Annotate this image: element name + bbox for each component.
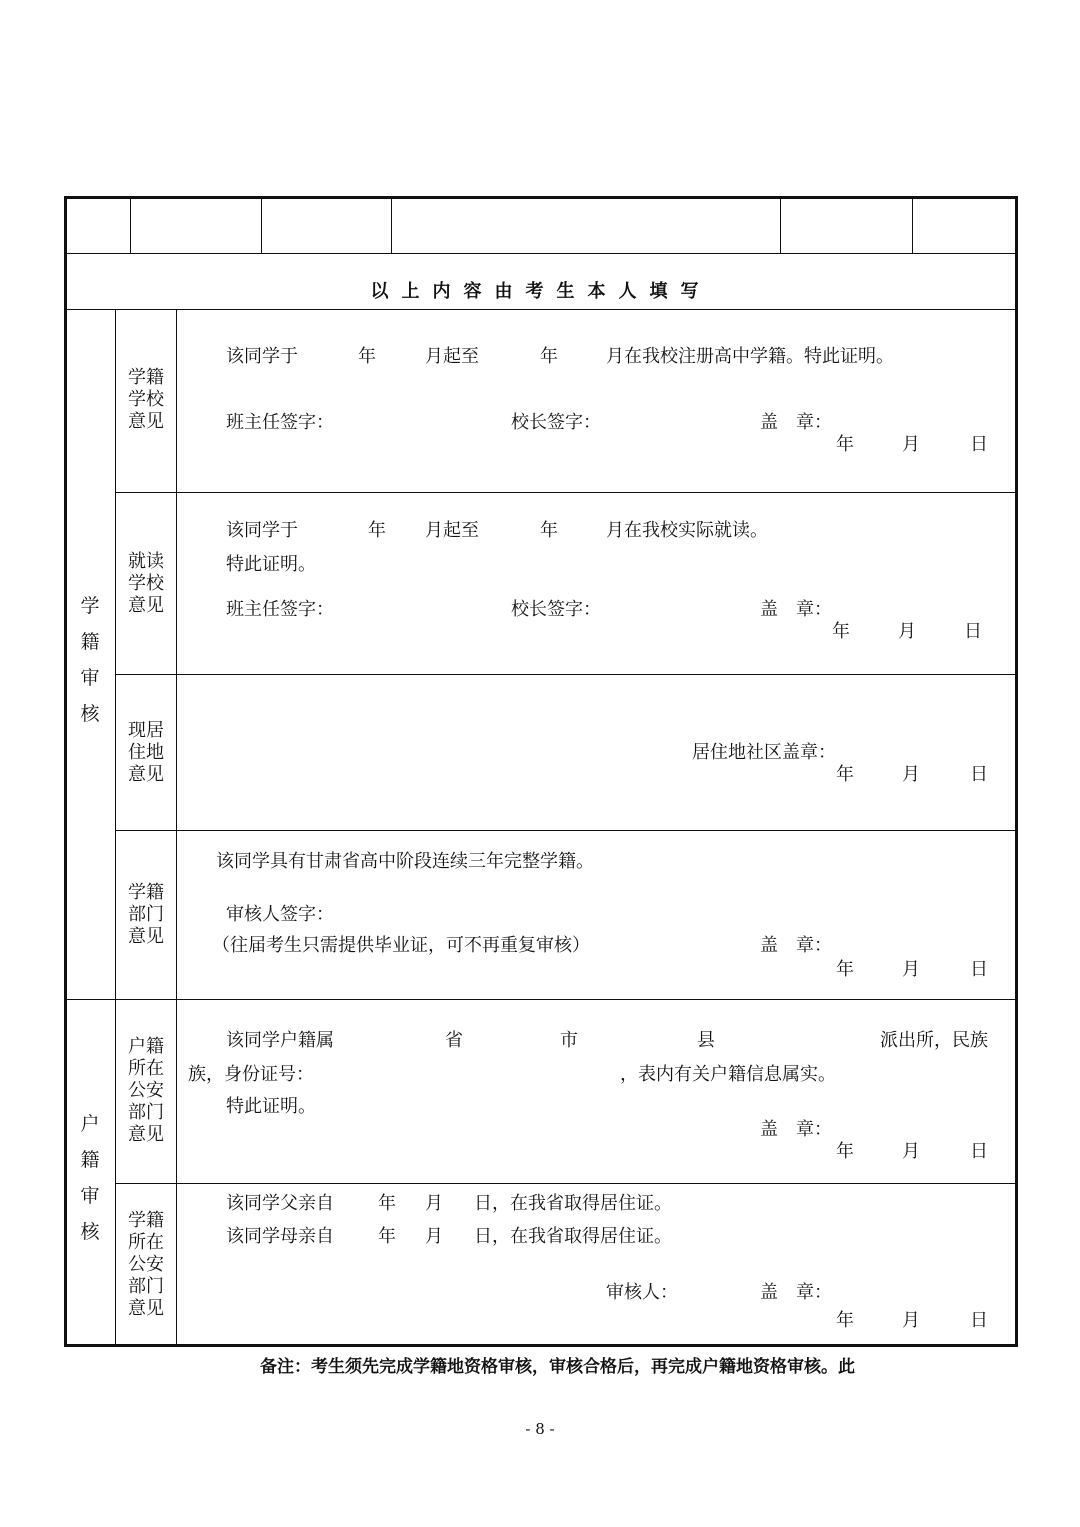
- hukou-province: 省: [445, 1030, 463, 1051]
- date-month: 月: [898, 621, 916, 642]
- date-year: 年: [836, 1310, 854, 1331]
- date-year: 年: [836, 959, 854, 980]
- seal-label: 盖 章：: [760, 1119, 832, 1140]
- group-char: 户: [80, 1113, 100, 1135]
- date-day: 日: [970, 959, 988, 980]
- group-char: 籍: [80, 1149, 100, 1171]
- group-char: 审: [80, 667, 100, 689]
- father-year: 年: [378, 1193, 396, 1214]
- reviewer-sign-label: 审核人签字：: [226, 904, 334, 925]
- date-day: 日: [970, 1310, 988, 1331]
- mother-text-start: 该同学母亲自: [226, 1226, 334, 1247]
- father-text-start: 该同学父亲自: [226, 1193, 334, 1214]
- study-year-2: 年: [540, 520, 558, 541]
- community-seal-label: 居住地社区盖章：: [692, 742, 836, 763]
- reg-text-start: 该同学于: [226, 346, 298, 367]
- top-row-divider: [780, 196, 781, 253]
- hukou-id-label: 族，身份证号：: [188, 1064, 314, 1085]
- footnote: 备注：考生须先完成学籍地资格审核，审核合格后，再完成户籍地资格审核。此: [260, 1357, 855, 1377]
- hukou-text-start: 该同学户籍属: [226, 1030, 334, 1051]
- group-label-huji: [75, 1106, 105, 1250]
- dept-note: （往届考生只需提供毕业证，可不再重复审核）: [212, 935, 590, 956]
- group-line: [64, 999, 1018, 1000]
- label-column-line: [176, 309, 177, 1347]
- top-row-divider: [130, 196, 131, 253]
- date-year: 年: [832, 621, 850, 642]
- principal-sign-label: 校长签字：: [511, 599, 601, 620]
- hukou-station: 派出所，民族: [880, 1030, 988, 1051]
- teacher-sign-label: 班主任签字：: [226, 412, 334, 433]
- section-label-school-reg: 学籍 学校 意见: [128, 367, 164, 432]
- date-year: 年: [836, 764, 854, 785]
- section-label-dept: 学籍 部门 意见: [128, 882, 164, 947]
- reg-month-from: 月起至: [425, 346, 479, 367]
- group-char: 籍: [80, 631, 100, 653]
- section-label-residence: 现居 住地 意见: [128, 720, 164, 785]
- seal-label: 盖 章：: [760, 935, 832, 956]
- seal-label: 盖 章：: [760, 1282, 832, 1303]
- date-month: 月: [902, 764, 920, 785]
- section-label-police-school: 学籍 所在 公安 部门 意见: [128, 1210, 164, 1319]
- section-line: [115, 1183, 1018, 1184]
- group-column-line: [115, 309, 116, 1347]
- reg-year-1: 年: [358, 346, 376, 367]
- group-char: 核: [80, 703, 100, 725]
- study-year-1: 年: [368, 520, 386, 541]
- heading: 以上内容由考生本人填写: [370, 281, 712, 302]
- hukou-certify: 特此证明。: [226, 1096, 316, 1117]
- date-day: 日: [964, 621, 982, 642]
- top-row-divider: [261, 196, 262, 253]
- reg-year-2: 年: [540, 346, 558, 367]
- father-text-end: 日，在我省取得居住证。: [474, 1193, 672, 1214]
- group-label-xueji: [75, 588, 105, 732]
- teacher-sign-label: 班主任签字：: [226, 599, 334, 620]
- group-char: 审: [80, 1185, 100, 1207]
- mother-month: 月: [425, 1226, 443, 1247]
- mother-year: 年: [378, 1226, 396, 1247]
- hukou-county: 县: [697, 1030, 715, 1051]
- dept-statement: 该同学具有甘肃省高中阶段连续三年完整学籍。: [216, 851, 594, 872]
- page-number: - 8 -: [525, 1420, 555, 1438]
- principal-sign-label: 校长签字：: [511, 412, 601, 433]
- top-row-divider: [391, 196, 392, 253]
- date-day: 日: [970, 764, 988, 785]
- study-text-start: 该同学于: [226, 520, 298, 541]
- date-day: 日: [970, 1141, 988, 1162]
- date-day: 日: [970, 434, 988, 455]
- seal-label: 盖 章：: [760, 599, 832, 620]
- reviewer-label: 审核人：: [606, 1282, 678, 1303]
- date-month: 月: [902, 1141, 920, 1162]
- section-line: [115, 674, 1018, 675]
- date-year: 年: [836, 434, 854, 455]
- top-row-divider: [912, 196, 913, 253]
- section-label-school-study: 就读 学校 意见: [128, 551, 164, 616]
- father-month: 月: [425, 1193, 443, 1214]
- study-month-from: 月起至: [425, 520, 479, 541]
- date-year: 年: [836, 1141, 854, 1162]
- row-line: [64, 253, 1018, 254]
- date-month: 月: [902, 434, 920, 455]
- section-line: [115, 492, 1018, 493]
- reg-text-end: 月在我校注册高中学籍。特此证明。: [606, 346, 894, 367]
- study-text-end: 月在我校实际就读。: [606, 520, 768, 541]
- mother-text-end: 日，在我省取得居住证。: [474, 1226, 672, 1247]
- date-month: 月: [902, 1310, 920, 1331]
- form-table: [64, 196, 1018, 1347]
- group-char: 核: [80, 1221, 100, 1243]
- study-certify: 特此证明。: [226, 554, 316, 575]
- row-line: [64, 309, 1018, 310]
- seal-label: 盖 章：: [760, 412, 832, 433]
- section-line: [115, 830, 1018, 831]
- hukou-city: 市: [560, 1030, 578, 1051]
- section-label-police-hukou: 户籍 所在 公安 部门 意见: [128, 1036, 164, 1145]
- date-month: 月: [902, 959, 920, 980]
- hukou-id-suffix: ，表内有关户籍信息属实。: [620, 1064, 836, 1085]
- group-char: 学: [80, 595, 100, 617]
